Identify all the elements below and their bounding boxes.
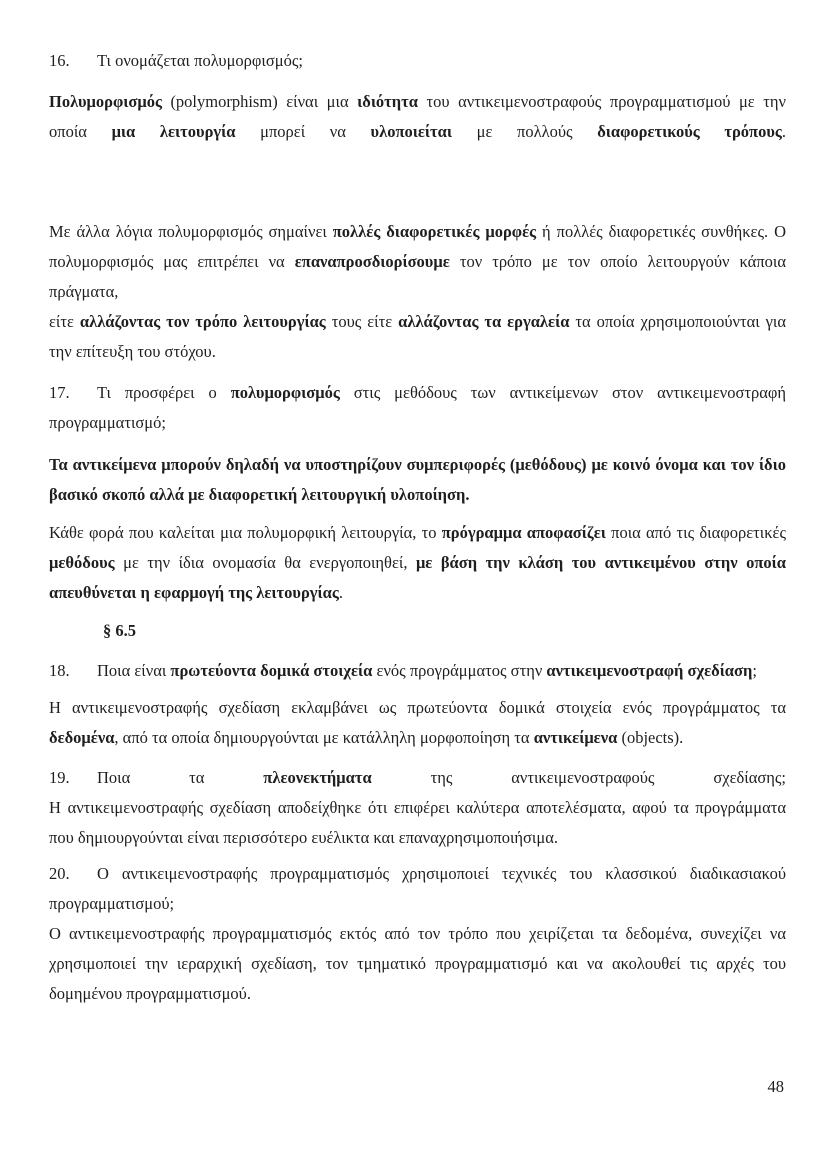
question-19-number: 19. <box>49 768 70 787</box>
text-run: . <box>338 583 343 602</box>
text-run: Τι προσφέρει ο <box>97 383 231 402</box>
bold-text-run: αλλάζοντας τον τρόπο λειτουργίας <box>79 312 326 331</box>
bold-text-run: πολυμορφισμός <box>230 383 340 402</box>
text-run: Ποια είναι <box>97 661 171 680</box>
text-run: Η αντικειμενοστραφής σχεδίαση εκλαμβάνει ως πρωτεύοντα δομικά στοιχεία ενός προγράμματος τα <box>49 698 786 717</box>
text-run: ενός προγράμματος στην <box>372 661 547 680</box>
answer-19 <box>49 793 786 853</box>
text-run: Ο αντικειμενοστραφής προγραμματισμός χρησιμοποιεί τεχνικές του κλασσικού διαδικασιακού προγραμματισμού; <box>49 864 786 913</box>
text-run: ; <box>752 661 757 680</box>
question-19 <box>49 763 786 793</box>
question-17 <box>49 378 786 438</box>
question-18 <box>49 656 786 686</box>
text-run: . <box>781 122 786 141</box>
answer-17-bold-statement <box>49 450 786 510</box>
section-heading-6-5: § 6.5 <box>103 621 136 640</box>
bold-text-run: Τα αντικείμενα μπορούν δηλαδή να υποστηρίζουν συμπεριφορές (μεθόδους) με κοινό όνομα και τον ίδιο βασικό σκοπό αλλά με διαφορετική λειτουργική υλοποίηση. <box>49 455 786 504</box>
bold-text-run: δεδομένα <box>49 728 115 747</box>
answer-16-definition <box>49 87 786 147</box>
question-16 <box>49 46 786 76</box>
text-run: Ο αντικειμενοστραφής προγραμματισμός εκτός από τον τρόπο που χειρίζεται τα δεδομένα, συνεχίζει να χρησιμοποιεί την ιεραρχική σχεδίαση, τον τμηματικό προγραμματισμό και να ακολουθεί τις αρχές του δομημένου προγραμματισμού. <box>49 924 786 1003</box>
text-run: Η αντικειμενοστραφής σχεδίαση αποδείχθηκε ότι επιφέρει καλύτερα αποτελέσματα, αφού τα προγράμματα που δημιουργούνται είναι περισσότερο ευέλικτα και επαναχρησιμοποιήσιμα. <box>49 798 786 847</box>
text-run: (objects). <box>617 728 684 747</box>
question-20-number: 20. <box>49 864 70 883</box>
answer-18 <box>49 693 786 753</box>
text-run: στις μεθόδους των αντικείμενων στον αντικειμενοστραφή προγραμματισμό; <box>49 383 787 432</box>
text-run: Με άλλα λόγια πολυμορφισμός σημαίνει <box>49 222 333 241</box>
answer-17-detail <box>49 518 786 608</box>
text-run: της αντικειμενοστραφούς σχεδίασης; <box>371 768 786 787</box>
question-19-text <box>97 768 786 787</box>
bold-text-run: πλεονεκτήματα <box>263 768 372 787</box>
text-run: του αντικειμενοστραφούς προγραμματισμού με την οποία <box>49 92 786 141</box>
bold-text-run: διαφορετικούς τρόπους <box>597 122 782 141</box>
question-16-number: 16. <box>49 51 70 70</box>
text-run: Κάθε φορά που καλείται μια πολυμορφική λειτουργία, το <box>49 523 442 542</box>
question-17-number: 17. <box>49 383 70 402</box>
text-run: τα οποία χρησιμοποιούνται για την επίτευξη του στόχου. <box>49 312 786 361</box>
text-run: , από τα οποία δημιουργούνται με κατάλληλη μορφοποίηση τα <box>114 728 534 747</box>
text-run: ή πολλές διαφορετικές συνθήκες. Ο πολυμορφισμός μας επιτρέπει να <box>49 222 786 271</box>
text-run: (polymorphism) είναι μια <box>161 92 358 111</box>
bold-text-run: Πολυμορφισμός <box>49 92 162 111</box>
answer-16-explanation <box>49 217 786 367</box>
bold-text-run: επαναπροσδιορίσουμε <box>294 252 450 271</box>
text-run: είτε <box>49 312 80 331</box>
bold-text-run: μια λειτουργία <box>111 122 236 141</box>
bold-text-run: μεθόδους <box>49 553 115 572</box>
text-run: με πολλούς <box>451 122 598 141</box>
bold-text-run: υλοποιείται <box>370 122 452 141</box>
text-run: ποια από τις διαφορετικές <box>605 523 786 542</box>
question-16-text <box>97 51 303 70</box>
bold-text-run: αντικειμενοστραφή σχεδίαση <box>546 661 753 680</box>
bold-text-run: με βάση την κλάση του αντικειμένου στην οποία απευθύνεται η εφαρμογή της λειτουργίας <box>49 553 786 602</box>
answer-20 <box>49 919 786 1009</box>
text-run: Τι ονομάζεται πολυμορφισμός; <box>97 51 303 70</box>
bold-text-run: αλλάζοντας τα εργαλεία <box>398 312 570 331</box>
question-20-text <box>49 864 786 913</box>
question-18-number: 18. <box>49 661 70 680</box>
question-20 <box>49 859 786 919</box>
text-run: με την ίδια ονομασία θα ενεργοποιηθεί, <box>114 553 416 572</box>
bold-text-run: πολλές διαφορετικές μορφές <box>332 222 537 241</box>
text-run: τον τρόπο με τον οποίο λειτουργούν κάποια πράγματα, <box>49 252 786 301</box>
question-17-text <box>49 383 786 432</box>
document-content <box>49 46 786 1009</box>
bold-text-run: ιδιότητα <box>357 92 418 111</box>
text-run: Ποια τα <box>97 768 264 787</box>
page-number: 48 <box>767 1077 784 1096</box>
bold-text-run: πρωτεύοντα δομικά στοιχεία <box>170 661 373 680</box>
bold-text-run: αντικείμενα <box>533 728 618 747</box>
text-run: μπορεί να <box>235 122 371 141</box>
question-18-text <box>97 661 757 680</box>
bold-text-run: πρόγραμμα αποφασίζει <box>441 523 606 542</box>
text-run: τους είτε <box>325 312 399 331</box>
